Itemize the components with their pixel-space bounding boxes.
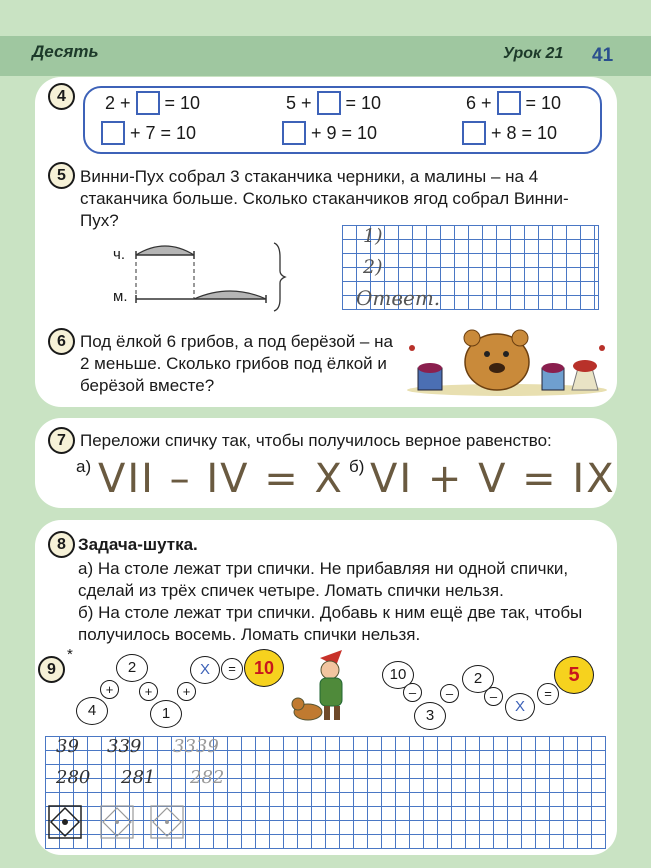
equation-right: + 7 = 10 bbox=[130, 122, 197, 143]
task9-star: * bbox=[67, 646, 73, 663]
answer-square[interactable] bbox=[497, 91, 521, 115]
match-equation-a: VII – IV = X bbox=[98, 456, 344, 502]
answer-line-2: 2) bbox=[363, 256, 383, 278]
equation-right: + 9 = 10 bbox=[311, 122, 378, 143]
equation-left: 6 + bbox=[466, 92, 492, 113]
copy-row2-item2: 281 bbox=[121, 767, 156, 788]
equation-6 bbox=[462, 121, 557, 145]
task8-part-a: а) На столе лежат три спички. Не прибавляя ни одной спички, сделай из трёх спичек четыре. Ломать спички нельзя. bbox=[78, 559, 569, 600]
chain2-unknown[interactable]: X bbox=[505, 693, 535, 721]
equation-right: = 10 bbox=[345, 92, 382, 113]
pattern-diamond-icons bbox=[47, 804, 187, 844]
copy-row1-item3: 3339 bbox=[173, 736, 219, 757]
equation-5 bbox=[282, 121, 377, 145]
chain1-result: 10 bbox=[244, 649, 284, 687]
chain1-start: 4 bbox=[76, 697, 108, 725]
lesson-label: Урок 21 bbox=[503, 45, 564, 62]
task8-part-b: б) На столе лежат три спички. Добавь к ним ещё две так, чтобы получилось восемь. Ломать спички нельзя. bbox=[78, 603, 583, 644]
copy-row1-item2: 339 bbox=[107, 736, 142, 757]
equation-2 bbox=[286, 91, 381, 115]
answer-line-1: 1) bbox=[363, 225, 383, 247]
chain1-eq: = bbox=[221, 658, 243, 680]
answer-square[interactable] bbox=[317, 91, 341, 115]
equation-left: 5 + bbox=[286, 92, 312, 113]
equation-3 bbox=[466, 91, 561, 115]
chain1-op1: + bbox=[100, 680, 119, 699]
equation-right: = 10 bbox=[525, 92, 562, 113]
task-number-6: 6 bbox=[48, 328, 75, 355]
gnome-dog-illustration bbox=[290, 648, 360, 728]
page-topic: Десять bbox=[32, 42, 99, 61]
task-number-9: 9 bbox=[38, 656, 65, 683]
task-number-4: 4 bbox=[48, 83, 75, 110]
copy-row1-item1: 39 bbox=[56, 736, 79, 757]
winnie-pooh-illustration bbox=[402, 318, 612, 398]
chain1-unknown[interactable]: X bbox=[190, 656, 220, 684]
chain2-eq: = bbox=[537, 683, 559, 705]
chain1-n3: 1 bbox=[150, 700, 182, 728]
chain2-start: 10 bbox=[382, 661, 414, 689]
chain1-op2: + bbox=[139, 682, 158, 701]
task-number-7: 7 bbox=[48, 427, 75, 454]
chain2-n2: 3 bbox=[414, 702, 446, 730]
page-number: 41 bbox=[592, 45, 614, 66]
task7-label-b: б) bbox=[349, 457, 365, 476]
chain2-op3: – bbox=[484, 687, 503, 706]
diagram-label-m: м. bbox=[113, 288, 128, 305]
chain1-op3: + bbox=[177, 682, 196, 701]
task7-text: Переложи спичку так, чтобы получилось верное равенство: bbox=[80, 431, 552, 450]
answer-square[interactable] bbox=[136, 91, 160, 115]
equation-right: = 10 bbox=[164, 92, 201, 113]
chain2-n3: 2 bbox=[462, 665, 494, 693]
task5-text: Винни-Пух собрал 3 стаканчика черники, а малины – на 4 стаканчика больше. Сколько стаканчиков ягод собрал Винни-Пух? bbox=[80, 167, 569, 230]
copy-row2-item3: 282 bbox=[190, 767, 225, 788]
chain2-result: 5 bbox=[554, 656, 594, 694]
answer-square[interactable] bbox=[462, 121, 486, 145]
copy-row2-item1: 280 bbox=[56, 767, 91, 788]
task-number-5: 5 bbox=[48, 162, 75, 189]
equation-1 bbox=[105, 91, 200, 115]
equation-left: 2 + bbox=[105, 92, 131, 113]
equation-4 bbox=[101, 121, 196, 145]
equation-right: + 8 = 10 bbox=[491, 122, 558, 143]
diagram-label-ch: ч. bbox=[113, 246, 125, 263]
chain2-op1: – bbox=[403, 683, 422, 702]
task-number-8: 8 bbox=[48, 531, 75, 558]
chain2-op2: – bbox=[440, 684, 459, 703]
task6-text: Под ёлкой 6 грибов, а под берёзой – на 2 меньше. Сколько грибов под ёлкой и берёзой вместе? bbox=[80, 332, 393, 395]
task8-title: Задача-шутка. bbox=[78, 535, 198, 554]
match-equation-b: VI + V = IX bbox=[370, 456, 616, 502]
answer-line-answer: Ответ. bbox=[356, 286, 441, 310]
answer-square[interactable] bbox=[101, 121, 125, 145]
answer-square[interactable] bbox=[282, 121, 306, 145]
chain1-n2: 2 bbox=[116, 654, 148, 682]
task7-label-a: а) bbox=[76, 457, 92, 476]
segment-diagram bbox=[130, 233, 290, 313]
